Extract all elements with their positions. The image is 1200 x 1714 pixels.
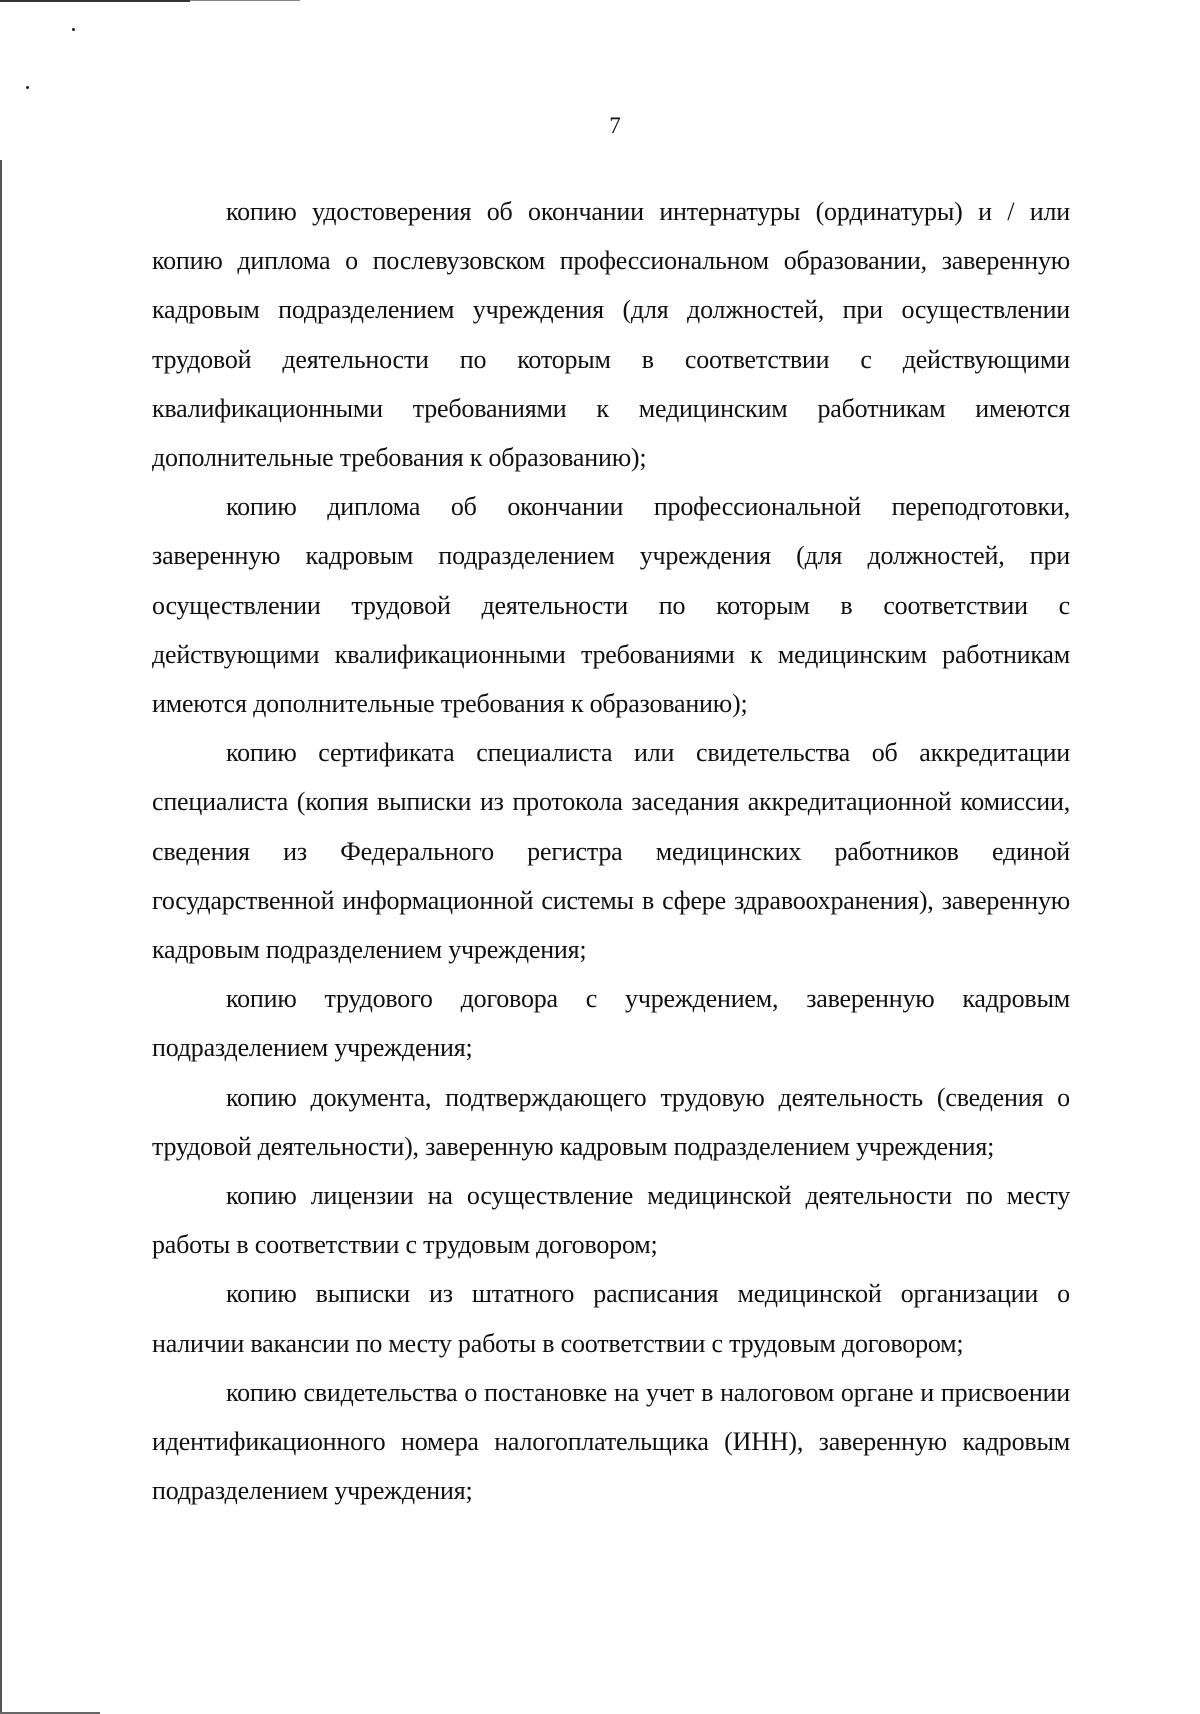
scan-edge-top-faint [190,0,300,1]
paragraph-employment-contract: копию трудового договора с учреждением, заверенную кадровым подразделением учреждения; [152,984,1070,1063]
paragraph-staffing-extract: копию выписки из штатного расписания медицинской организации о наличии вакансии по месту работы в соответствии с трудовым договором; [152,1279,1070,1358]
paragraph-tax-certificate: копию свидетельства о постановке на учет в налоговом органе и присвоении идентификационного номера налогоплательщика (ИНН), заверенную кадровым подразделением учреждения; [152,1377,1070,1506]
paragraph-specialist-certificate: копию сертификата специалиста или свидетельства об аккредитации специалиста (копия выписки из протокола заседания аккредитационной комиссии, сведения из Федерального регистра медицинских работников единой государственной информационной системы в сфере здравоохранения), заверенную кадровым подразделением учреждения; [152,738,1070,965]
document-body [152,187,1070,1515]
paragraph-internship-certificate: копию удостоверения об окончании интернатуры (ординатуры) и / или копию диплома о послевузовском профессиональном образовании, заверенную кадровым подразделением учреждения (для должностей, при осуществлении трудовой деятельности по которым в соответствии с действующими квалификационными требованиями к медицинским работникам имеются дополнительные требования к образованию); [152,197,1070,473]
scan-speck [26,86,29,89]
paragraph-medical-license: копию лицензии на осуществление медицинской деятельности по месту работы в соответствии с трудовым договором; [152,1181,1070,1260]
scan-edge-top [0,0,190,2]
paragraph-work-record: копию документа, подтверждающего трудовую деятельность (сведения о трудовой деятельности), заверенную кадровым подразделением учреждения; [152,1082,1070,1161]
page-number: 7 [609,113,621,138]
paragraph-retraining-diploma: копию диплома об окончании профессиональной переподготовки, заверенную кадровым подразделением учреждения (для должностей, при осуществлении трудовой деятельности по которым в соответствии с действующими квалификационными требованиями к медицинским работникам имеются дополнительные требования к образованию); [152,492,1070,719]
scan-speck [72,28,75,31]
scan-edge-left [0,160,2,1714]
